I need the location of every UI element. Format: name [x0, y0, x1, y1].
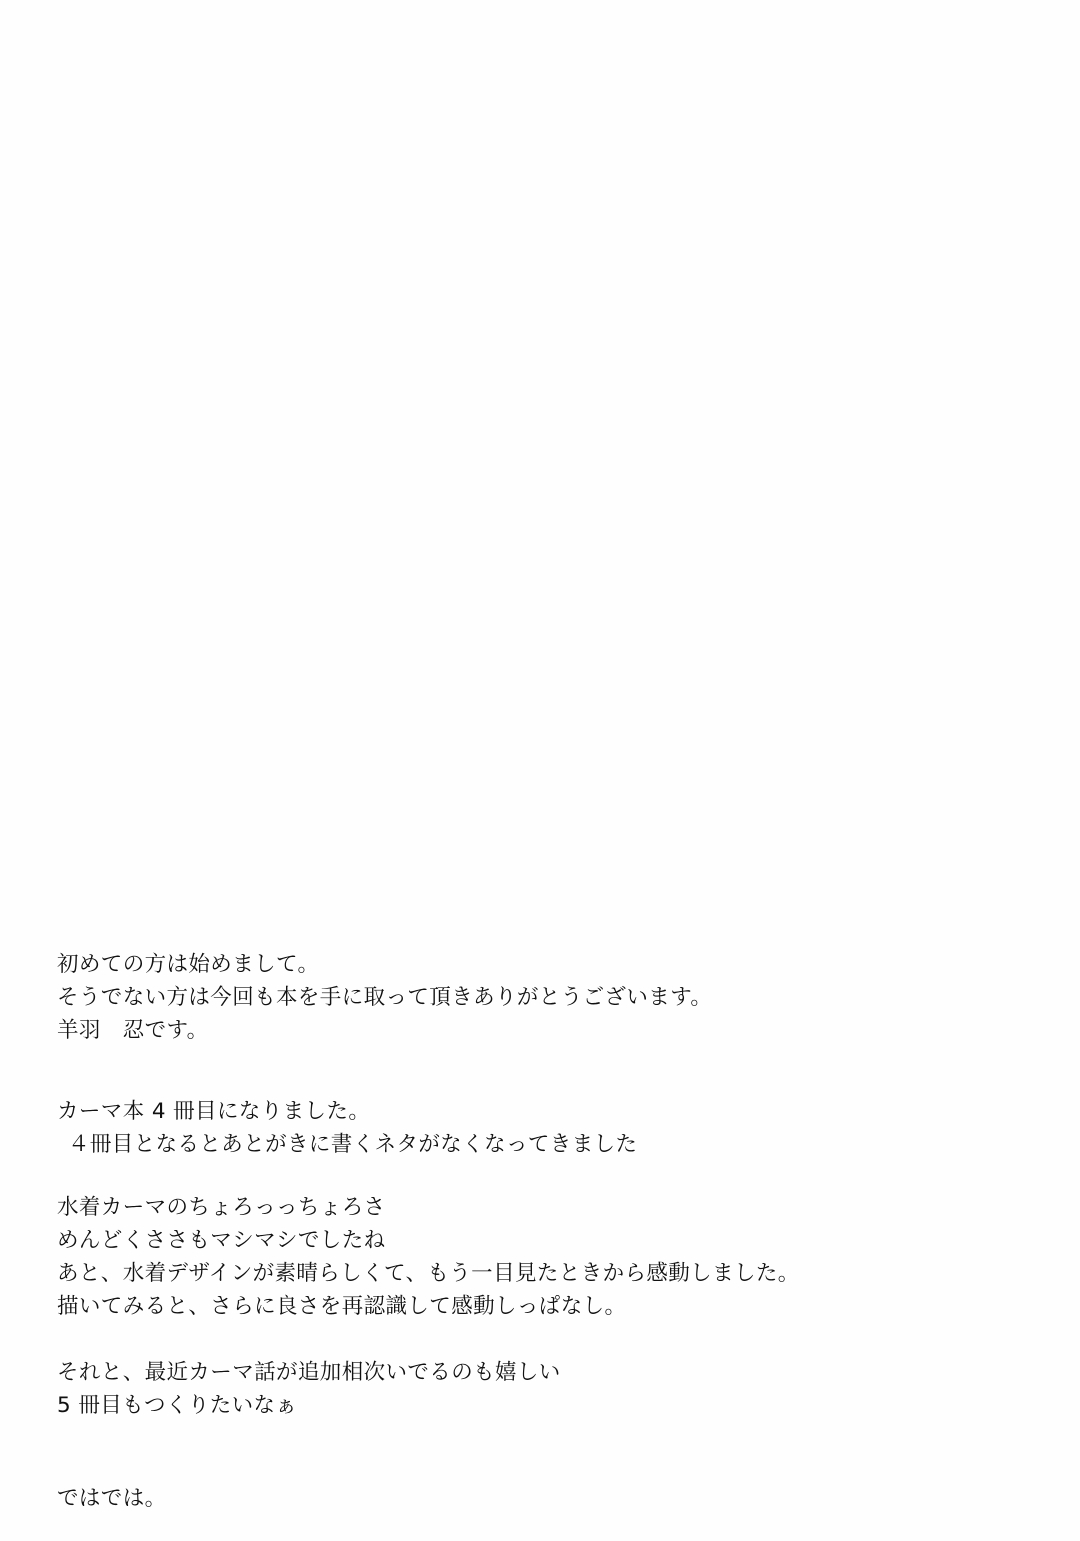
paragraph-spacer — [57, 1161, 997, 1191]
text-line: 5 冊目もつくりたいなぁ — [57, 1393, 298, 1418]
paragraph-recent-note — [57, 1356, 997, 1422]
text-line: ではでは。 — [57, 1486, 167, 1511]
paragraph-volume-note — [57, 1095, 997, 1161]
text-line: それと、最近カーマ話が追加相次いでるのも嬉しい — [57, 1360, 561, 1385]
paragraph-swimsuit-note — [57, 1191, 997, 1323]
afterword-text-block — [57, 948, 997, 1515]
text-line: あと、水着デザインが素晴らしくて、もう一目見たときから感動しました。 — [57, 1261, 800, 1286]
text-line: 羊羽 忍です。 — [57, 1018, 209, 1043]
paragraph-closing — [57, 1482, 997, 1515]
paragraph-spacer — [57, 1047, 997, 1095]
text-line: そうでない方は今回も本を手に取って頂きありがとうございます。 — [57, 985, 713, 1010]
paragraph-greeting — [57, 948, 997, 1047]
paragraph-spacer — [57, 1422, 997, 1482]
paragraph-spacer — [57, 1323, 997, 1356]
text-line: カーマ本 4 冊目になりました。 — [57, 1099, 371, 1124]
text-line: 描いてみると、さらに良さを再認識して感動しっぱなし。 — [57, 1294, 627, 1319]
text-line: ４冊目となるとあとがきに書くネタがなくなってきました — [68, 1132, 638, 1157]
text-line: 水着カーマのちょろっっちょろさ — [57, 1195, 386, 1220]
text-line: 初めての方は始めまして。 — [57, 952, 320, 977]
text-line: めんどくささもマシマシでしたね — [57, 1228, 386, 1253]
